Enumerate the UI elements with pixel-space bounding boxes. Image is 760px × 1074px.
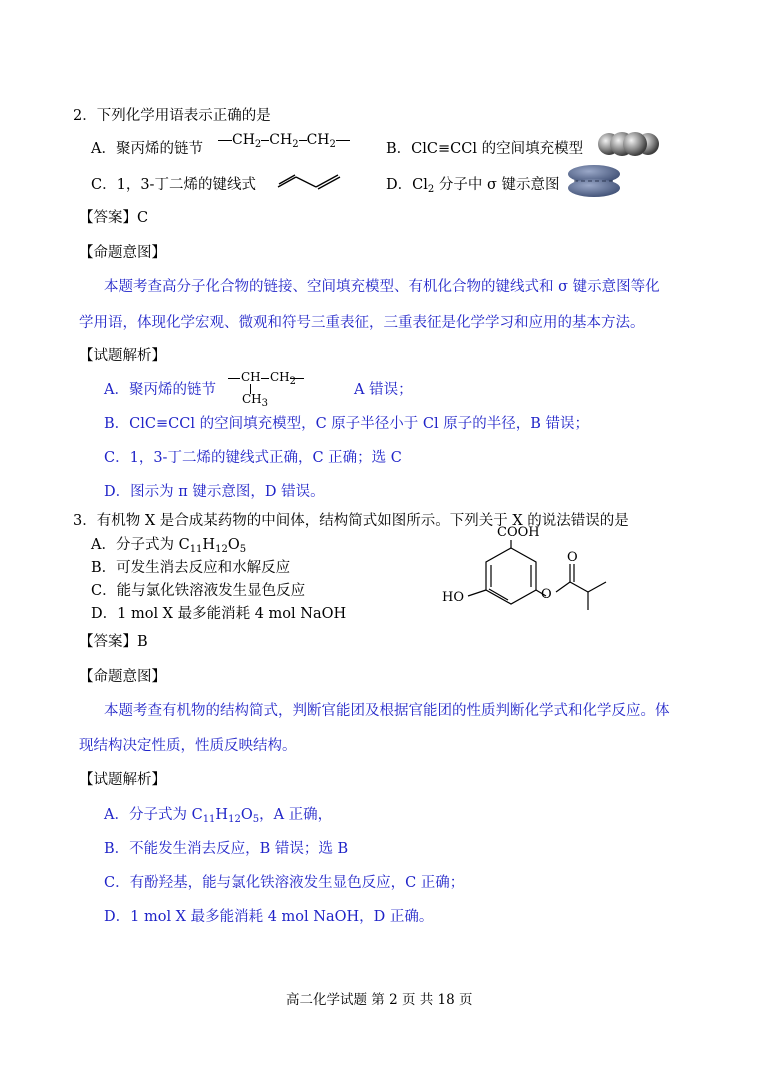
- q2-analysis-a: A．聚丙烯的链节: [104, 382, 216, 398]
- q2-intent-line1: 本题考查高分子化合物的链接、空间填充模型、有机化合物的键线式和 σ 键示意图等化: [104, 279, 660, 295]
- struct-label-carbonyl-o: O: [567, 550, 578, 565]
- struct-label-cooh: COOH: [497, 525, 540, 540]
- q3-analysis-d: D．1 mol X 最多能消耗 4 mol NaOH，D 正确。: [104, 909, 434, 925]
- q3-analysis-b: B．不能发生消去反应，B 错误；选 B: [104, 841, 349, 857]
- q3-analysis-header: 【试题解析】: [79, 772, 166, 788]
- q3-option-b: B．可发生消去反应和水解反应: [91, 560, 291, 576]
- page-footer: 高二化学试题 第 2 页 共 18 页: [286, 992, 473, 1008]
- q2-analysis-c: C．1，3-丁二烯的键线式正确，C 正确；选 C: [104, 450, 402, 466]
- q2-intent-header: 【命题意图】: [79, 245, 166, 261]
- q3-analysis-a: A．分子式为 $C_{11}H_{12}O_5$，A 正确，: [104, 807, 333, 825]
- struct-label-ho: HO: [442, 590, 464, 605]
- q3-answer: 【答案】B: [79, 634, 148, 650]
- q2-analysis-a-verdict: A 错误；: [354, 382, 413, 398]
- q2-option-d: D．$Cl_2$ 分子中 σ 键示意图: [386, 177, 560, 195]
- q3-option-c: C．能与氯化铁溶液发生显色反应: [91, 583, 306, 599]
- space-filling-model-icon: [596, 128, 662, 160]
- q2-option-b: B．ClC≡CCl 的空间填充模型: [386, 141, 584, 157]
- q2-analysis-b: B．ClC≡CCl 的空间填充模型，C 原子半径小于 Cl 原子的半径，B 错误；: [104, 416, 589, 432]
- q3-analysis-c: C．有酚羟基，能与氯化铁溶液发生显色反应，C 正确；: [104, 875, 465, 891]
- struct-label-ester-o: O: [541, 587, 552, 602]
- sigma-bond-orbital-icon: [566, 164, 622, 198]
- q2-answer: 【答案】C: [79, 210, 149, 226]
- q3-option-a: A．分子式为 $C_{11}H_{12}O_5$: [91, 537, 247, 555]
- q2-analysis-a-formula: CH $CH_2$ $CH_3$: [228, 370, 308, 410]
- q2-intent-line2: 学用语，体现化学宏观、微观和符号三重表征，三重表征是化学学习和应用的基本方法。: [79, 315, 645, 331]
- q3-intent-line2: 现结构决定性质，性质反映结构。: [79, 738, 297, 754]
- q2-option-c: C．1，3-丁二烯的键线式: [91, 177, 256, 193]
- q2-analysis-d: D．图示为 π 键示意图，D 错误。: [104, 484, 325, 500]
- q3-option-d: D．1 mol X 最多能消耗 4 mol NaOH: [91, 606, 347, 622]
- butadiene-skeletal-icon: [276, 170, 344, 190]
- q3-stem: 3．有机物 X 是合成某药物的中间体，结构简式如图所示。下列关于 X 的说法错误的是: [73, 513, 629, 529]
- q3-intent-header: 【命题意图】: [79, 669, 166, 685]
- q2-analysis-header: 【试题解析】: [79, 348, 166, 364]
- q3-intent-line1: 本题考查有机物的结构简式，判断官能团及根据官能团的性质判断化学式和化学反应。体: [104, 703, 670, 719]
- q2-stem: 2．下列化学用语表示正确的是: [73, 108, 271, 124]
- q2-option-a-formula: $CH_2$ $CH_2$ $CH_2$: [218, 132, 350, 148]
- q2-option-a: A．聚丙烯的链节: [91, 141, 203, 157]
